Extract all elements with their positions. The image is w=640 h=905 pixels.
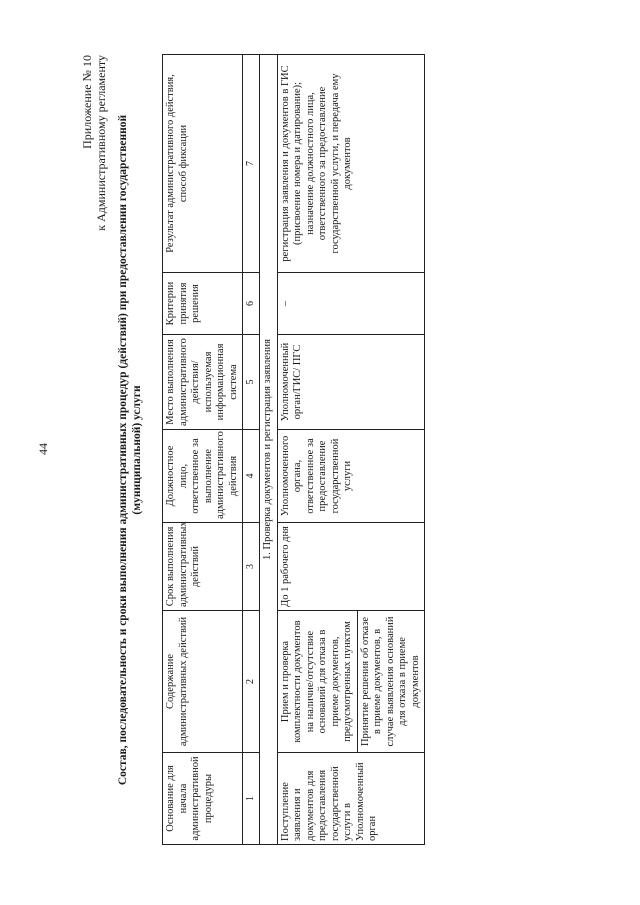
appendix-title: Приложение № 10 xyxy=(80,55,94,149)
column-number: 5 xyxy=(243,335,260,430)
header-cell: Основание для начала административной процедуры xyxy=(163,753,243,845)
column-number: 1 xyxy=(243,753,260,845)
header-cell: Место выполнения административного действия/ используемая информационная система xyxy=(163,335,243,430)
table-header-row xyxy=(163,55,243,845)
appendix-header xyxy=(80,55,108,285)
document-title xyxy=(116,55,144,845)
term-cell: До 1 рабочего дня xyxy=(277,523,425,611)
section-title: 1. Проверка документов и регистрация заявления xyxy=(260,55,278,845)
title-line-1: Состав, последовательность и сроки выполнения административных процедур (действий) при предоставлении государственной xyxy=(117,114,129,786)
basis-cell: Поступление заявления и документов для предоставления государственной услуги в Уполномоченный орган xyxy=(277,753,425,845)
header-cell: Содержание административных действий xyxy=(163,611,243,753)
header-cell: Срок выполнения административных действий xyxy=(163,523,243,611)
procedures-table xyxy=(162,54,425,845)
result-cell: регистрация заявления и документов в ГИС (присвоение номера и датирование); назначение должностного лица, ответственного за предоставление государственной услуги, и передача ему документов xyxy=(277,55,425,273)
place-cell: Уполномоченный орган/ГИС/ ПГС xyxy=(277,335,425,430)
action-cell: Прием и проверка комплектности документов на наличие/отсутствие оснований для отказа в приеме документов, предусмотренных пунктом xyxy=(277,611,357,753)
section-row xyxy=(260,55,278,845)
column-number: 4 xyxy=(243,430,260,523)
action-cell: Принятие решения об отказе в приеме документов, в случае выявления оснований для отказа в приеме документов xyxy=(357,611,425,753)
rotated-page-content xyxy=(80,55,520,845)
official-cell: Уполномоченного органа, ответственное за предоставление государственной услуги xyxy=(277,430,425,523)
column-number: 2 xyxy=(243,611,260,753)
header-cell: Критерии принятия решения xyxy=(163,273,243,335)
header-cell: Должностное лицо, ответственное за выполнение административного действия xyxy=(163,430,243,523)
title-line-2: (муниципальной) услуги xyxy=(131,385,143,515)
column-number: 7 xyxy=(243,55,260,273)
appendix-subtitle: к Административному регламенту xyxy=(94,55,108,231)
criteria-cell: – xyxy=(277,273,425,335)
page-number: 44 xyxy=(36,443,50,455)
column-number-row xyxy=(243,55,260,845)
column-number: 6 xyxy=(243,273,260,335)
column-number: 3 xyxy=(243,523,260,611)
header-cell: Результат административного действия, способ фиксации xyxy=(163,55,243,273)
table-row xyxy=(277,55,357,845)
